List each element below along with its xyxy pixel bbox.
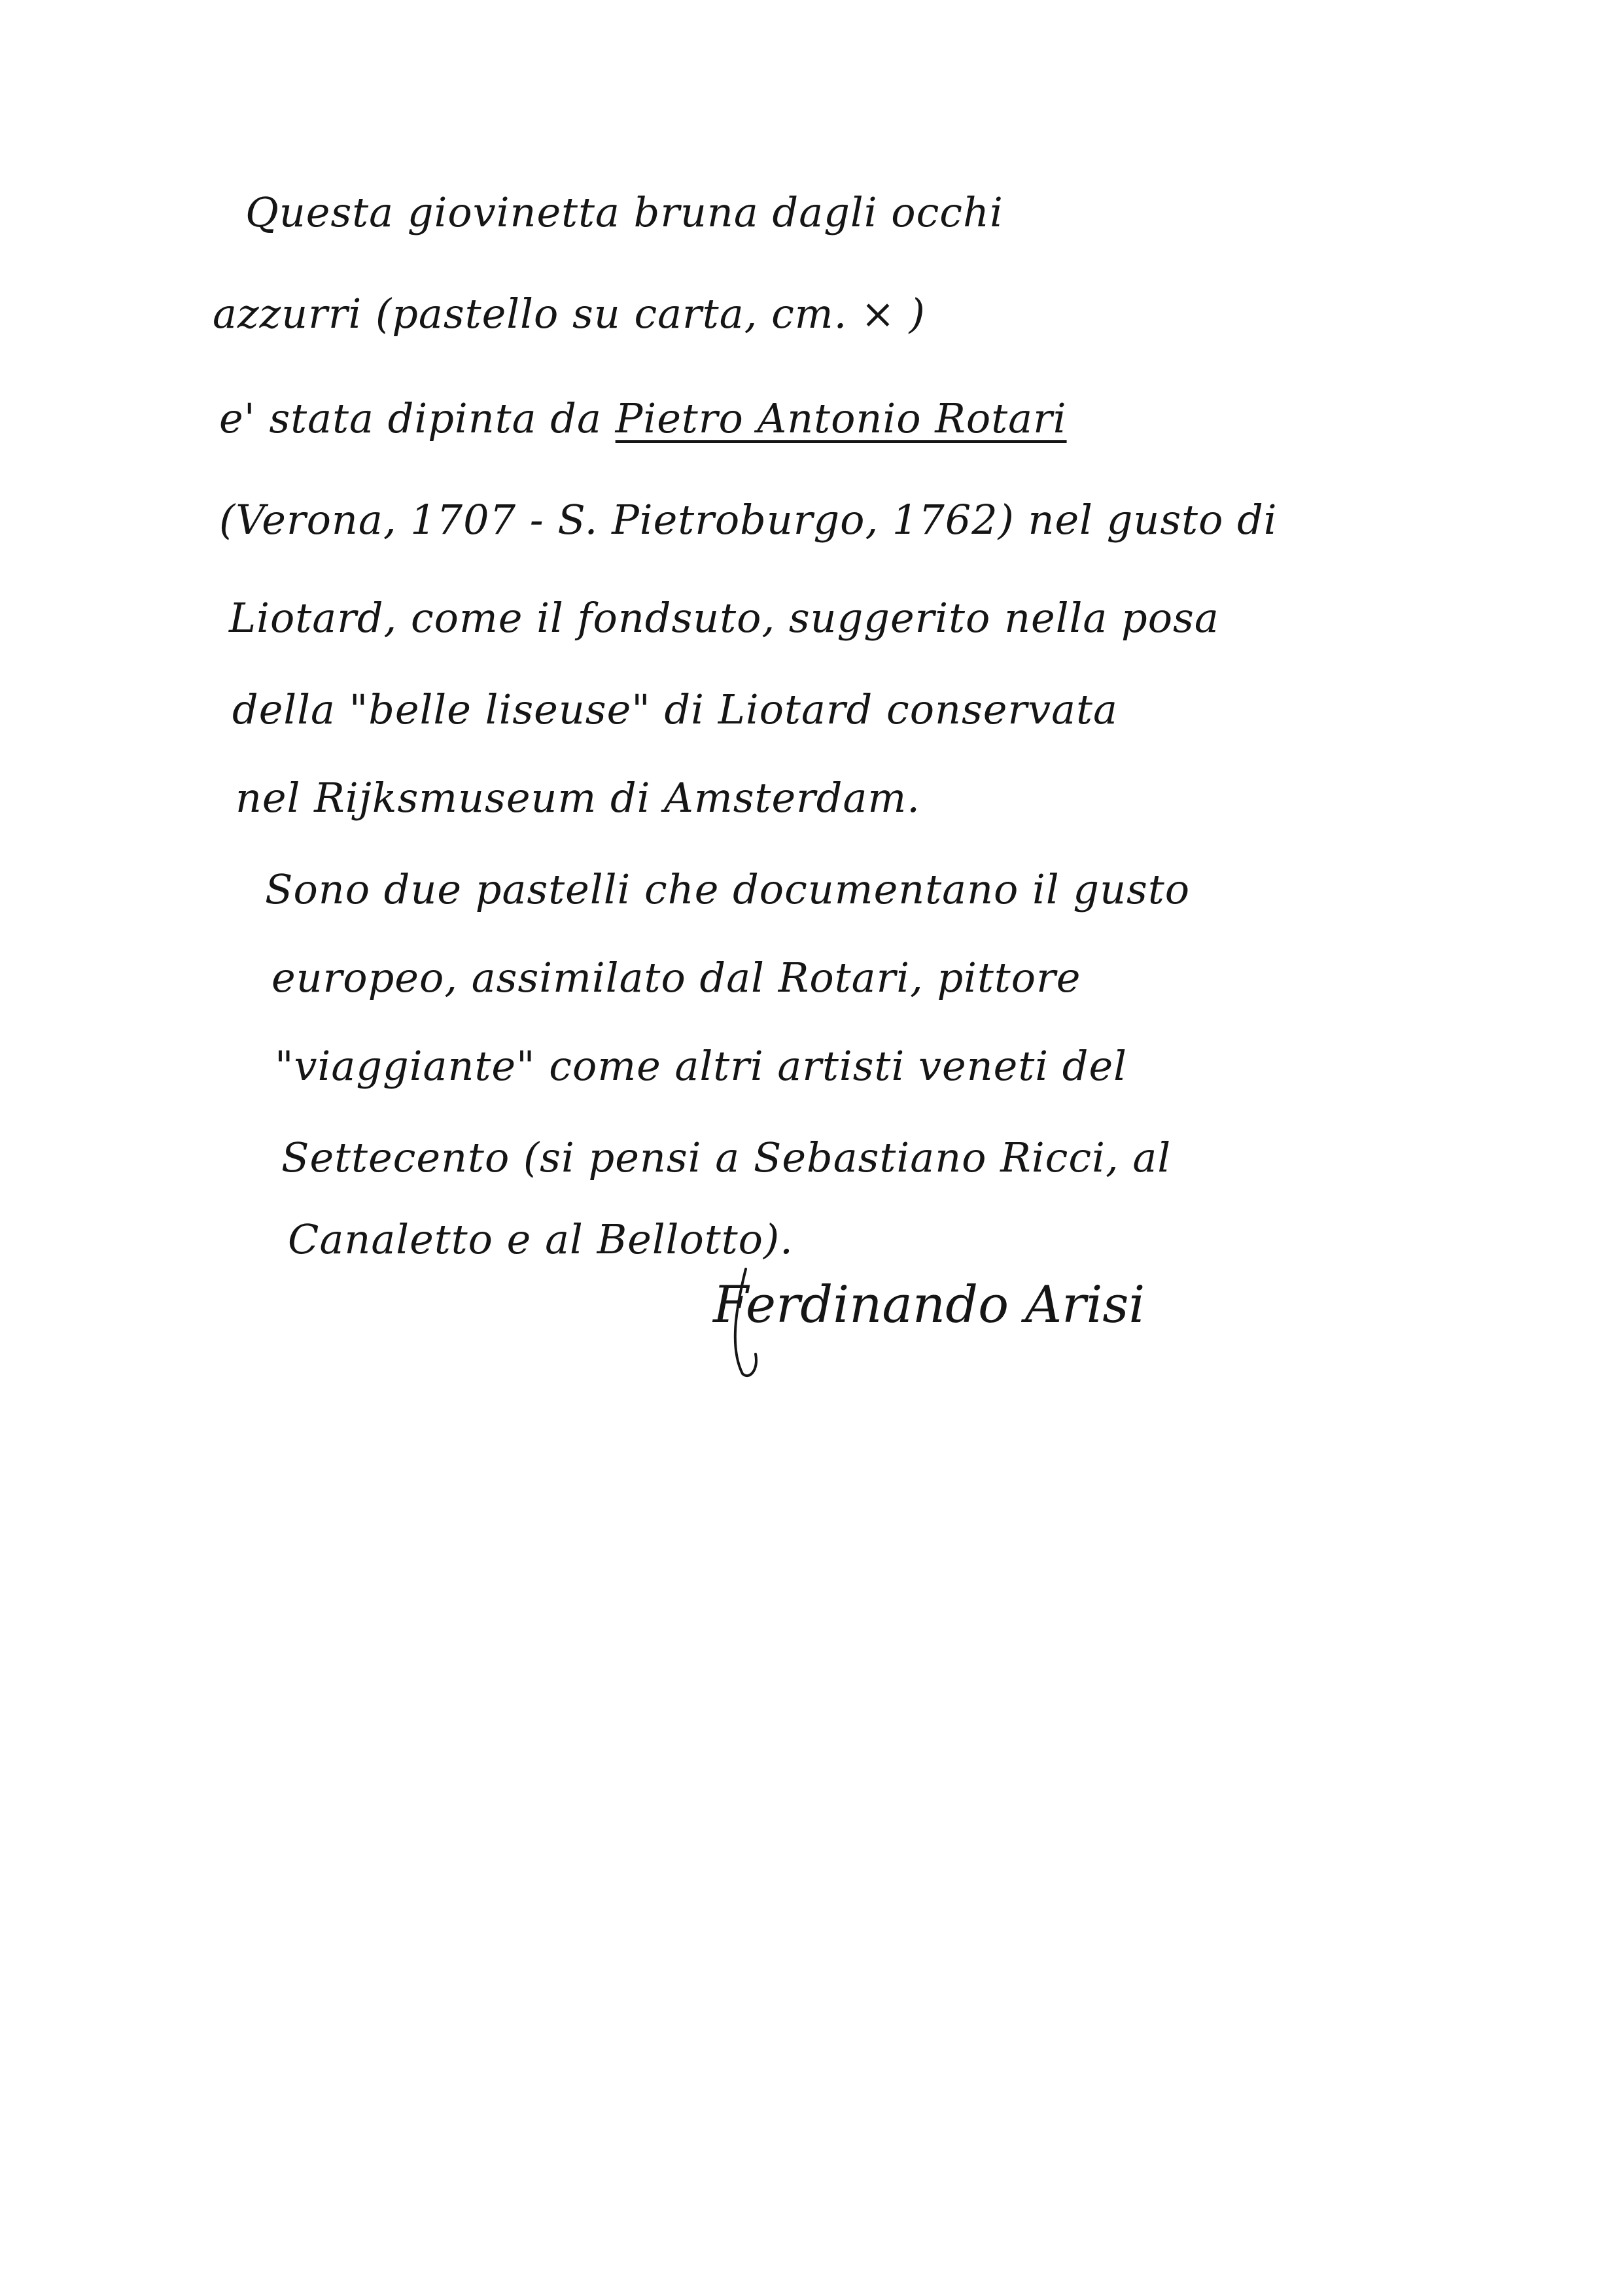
paragraph2-line1: Sono due pastelli che documentano il gusto xyxy=(265,865,1191,913)
signature-flourish xyxy=(710,1262,1207,1380)
flourish-stroke xyxy=(735,1269,756,1376)
paragraph1-line3 xyxy=(219,392,1067,445)
paragraph1-line5: Liotard, come il fondsuto, suggerito nella posa xyxy=(229,594,1219,642)
paragraph2-line4: Settecento (si pensi a Sebastiano Ricci, al xyxy=(281,1134,1172,1181)
paragraph1-line2: azzurri (pastello su carta, cm. × ) xyxy=(213,290,926,338)
paragraph1-line6: della "belle liseuse" di Liotard conservata xyxy=(232,686,1118,733)
paragraph2-line3: "viaggiante" come altri artisti veneti del xyxy=(275,1042,1128,1090)
paragraph1-line7: nel Rijksmuseum di Amsterdam. xyxy=(236,774,920,822)
paragraph2-line2: europeo, assimilato dal Rotari, pittore xyxy=(271,954,1081,1001)
paragraph1-line4: (Verona, 1707 - S. Pietroburgo, 1762) nel gusto di xyxy=(219,496,1278,544)
paragraph1-line1: Questa giovinetta bruna dagli occhi xyxy=(245,188,1003,236)
signature: Ferdinando Arisi xyxy=(713,1276,1145,1334)
painter-name-underlined: Pietro Antonio Rotari xyxy=(615,394,1067,442)
paragraph1-line3-prefix: e' stata dipinta da xyxy=(219,394,602,442)
paragraph2-line5: Canaletto e al Bellotto). xyxy=(288,1215,794,1263)
